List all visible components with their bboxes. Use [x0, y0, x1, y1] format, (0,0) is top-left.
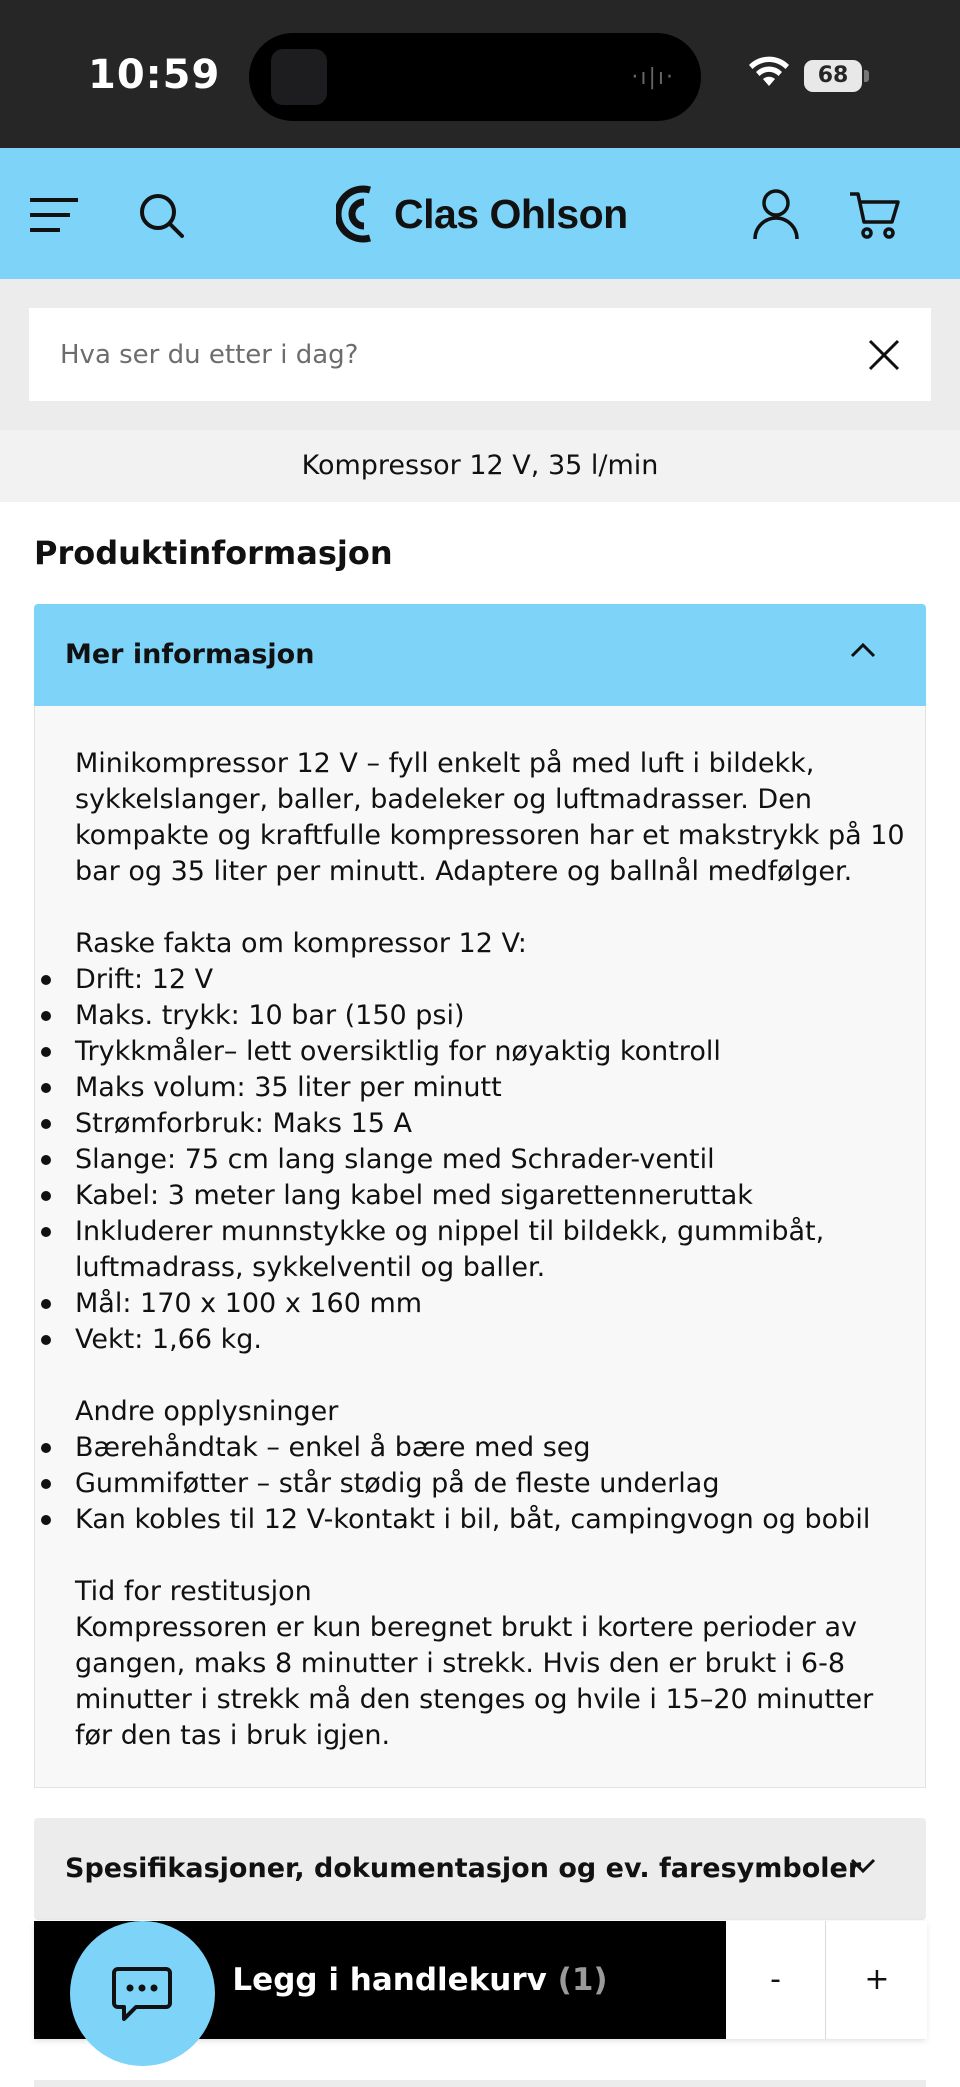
cart-icon[interactable] — [848, 190, 900, 240]
list-item: Drift: 12 V — [75, 962, 915, 998]
cart-count: (1) — [557, 1962, 608, 1998]
status-bar — [0, 0, 960, 148]
list-item: Mål: 170 x 100 x 160 mm — [75, 1286, 915, 1322]
search-box — [29, 308, 931, 401]
other-list — [75, 1430, 915, 1538]
accordion-more-info-header[interactable] — [34, 604, 926, 706]
section-title: Produktinformasjon — [34, 534, 393, 572]
search-section — [0, 279, 960, 430]
facts-list — [75, 962, 915, 1358]
wifi-icon — [749, 56, 789, 88]
audio-wave-icon: ·ı|ı· — [631, 65, 675, 90]
list-item: Kan kobles til 12 V-kontakt i bil, båt, campingvogn og bobil — [75, 1502, 915, 1538]
chevron-down-icon — [850, 1858, 876, 1874]
list-item: Maks volum: 35 liter per minutt — [75, 1070, 915, 1106]
menu-icon[interactable] — [30, 198, 78, 232]
logo-text: Clas Ohlson — [394, 190, 628, 237]
close-icon[interactable] — [867, 338, 901, 372]
dynamic-island — [249, 33, 701, 121]
add-to-cart-label: Legg i handlekurv — [232, 1962, 547, 1998]
site-header — [0, 148, 960, 279]
restitution-heading: Tid for restitusjon — [75, 1576, 312, 1607]
restitution-text: Kompressoren er kun beregnet brukt i kortere perioder av gangen, maks 8 minutter i strekk. Hvis den er brukt i 6-8 minutter i strekk må den stenges og hvile i 15–20 minutter før den tas i bruk igjen. — [75, 1612, 874, 1751]
list-item: Strømforbruk: Maks 15 A — [75, 1106, 915, 1142]
facts-heading: Raske fakta om kompressor 12 V: — [75, 928, 527, 959]
accordion-label: Spesifikasjoner, dokumentasjon og ev. faresymboler — [65, 1853, 862, 1884]
accordion-specs-header[interactable] — [34, 1818, 926, 1920]
quantity-plus-button[interactable]: + — [827, 1921, 927, 2039]
list-item: Trykkmåler– lett oversiktlig for nøyaktig kontroll — [75, 1034, 915, 1070]
list-item: Bærehåndtak – enkel å bære med seg — [75, 1430, 915, 1466]
list-item: Gummiføtter – står stødig på de fleste underlag — [75, 1466, 915, 1502]
list-item: Slange: 75 cm lang slange med Schrader-ventil — [75, 1142, 915, 1178]
battery-tip — [864, 70, 869, 82]
search-icon[interactable] — [138, 192, 186, 240]
island-app-icon — [271, 49, 327, 105]
chat-button[interactable] — [70, 1921, 215, 2066]
clas-ohlson-logo-icon — [336, 184, 382, 244]
chevron-up-icon — [850, 642, 876, 658]
product-description: Minikompressor 12 V – fyll enkelt på med luft i bildekk, sykkelslanger, baller, badeleker og luftmadrasser. Den kompakte og kraftfulle kompressoren har et makstrykk på 10 bar og 35 liter per minutt. Adaptere og ballnål medfølger. — [75, 748, 905, 887]
list-item: Inkluderer munnstykke og nippel til bildekk, gummibåt, luftmadrass, sykkelventil og baller. — [75, 1214, 915, 1286]
account-icon[interactable] — [752, 188, 800, 240]
accordion-more-info-body — [34, 706, 926, 1788]
list-item: Maks. trykk: 10 bar (150 psi) — [75, 998, 915, 1034]
battery-icon: 68 — [804, 60, 862, 92]
next-section-peek — [34, 2080, 926, 2087]
list-item: Vekt: 1,66 kg. — [75, 1322, 915, 1358]
search-input[interactable] — [29, 308, 849, 401]
quantity-minus-button[interactable]: - — [726, 1921, 826, 2039]
list-item: Kabel: 3 meter lang kabel med sigarettenneruttak — [75, 1178, 915, 1214]
other-heading: Andre opplysninger — [75, 1396, 339, 1427]
accordion-label: Mer informasjon — [65, 639, 315, 670]
product-title: Kompressor 12 V, 35 l/min — [0, 430, 960, 502]
status-time: 10:59 — [88, 52, 221, 98]
clas-ohlson-logo[interactable] — [336, 184, 628, 244]
chat-icon — [112, 1965, 172, 2023]
